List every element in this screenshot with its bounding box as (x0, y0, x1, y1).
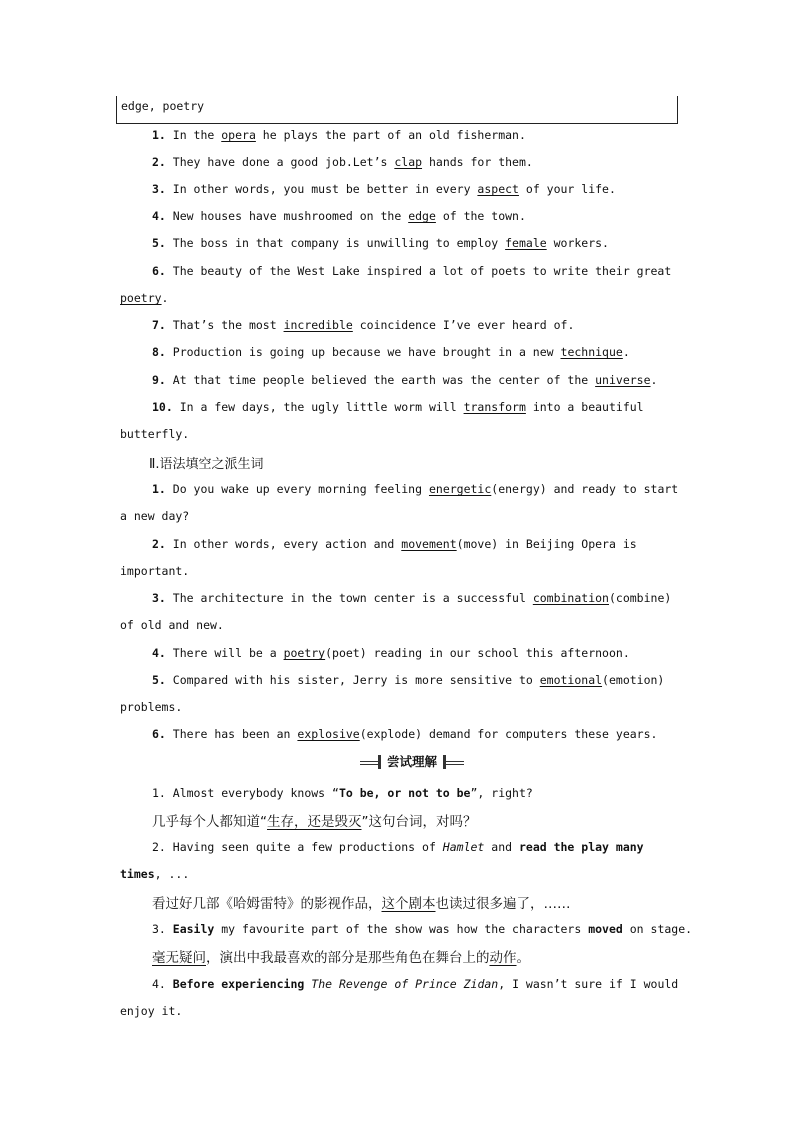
exercise-line (120, 427, 680, 441)
line-text: The architecture in the town center is a successful (165, 591, 533, 605)
exercise-line (152, 264, 680, 278)
line-text: of the town. (435, 209, 526, 223)
line-text: problems. (120, 700, 183, 714)
line-text: There has been an (165, 727, 298, 741)
line-text: (combine) (608, 591, 672, 605)
answer-word: universe (595, 373, 651, 387)
sentence-1: 1. Almost everybody knows “To be, or not to be”, right? (152, 786, 533, 800)
line-text: 6. (152, 727, 166, 741)
line-text: 4. (152, 646, 166, 660)
line-text: The boss in that company is unwilling to employ (165, 236, 506, 250)
sentence-3: 3. Easily my favourite part of the show was how the characters moved on stage. (152, 922, 693, 936)
line-text: 6. (152, 264, 166, 278)
answer-word: explosive (297, 727, 360, 741)
banner-label: 尝试理解 (378, 753, 446, 771)
line-text: . (622, 345, 630, 359)
line-text: They have done a good job.Let’s (165, 155, 395, 169)
line-text: workers. (546, 236, 609, 250)
sentence-4-cont: enjoy it. (120, 1004, 183, 1018)
line-text: In a few days, the ugly little worm will (172, 400, 464, 414)
answer-word: aspect (477, 182, 519, 196)
line-text: 3. (152, 591, 166, 605)
answer-word: female (505, 236, 547, 250)
answer-word: technique (560, 345, 623, 359)
line-text: In other words, every action and (165, 537, 402, 551)
exercise-line (152, 373, 680, 387)
line-text: 2. (152, 155, 166, 169)
line-text: butterfly. (120, 427, 190, 441)
answer-word: incredible (283, 318, 353, 332)
answer-box (116, 96, 678, 124)
exercise-line (152, 209, 680, 223)
exercise-line (120, 700, 680, 714)
line-text: he plays the part of an old fisherman. (255, 128, 526, 142)
sentence-2: 2. Having seen quite a few productions of Hamlet and read the play many (152, 840, 644, 854)
line-text: . (650, 373, 658, 387)
line-text: In the (165, 128, 222, 142)
line-text: 8. (152, 345, 166, 359)
answer-word: poetry (283, 646, 326, 660)
line-text: hands for them. (422, 155, 533, 169)
answer-word: energetic (428, 482, 492, 496)
answer-word: emotional (539, 673, 603, 687)
exercise-line (120, 564, 680, 578)
line-text: (emotion) (602, 673, 665, 687)
line-text: There will be a (165, 646, 284, 660)
exercise-line (152, 155, 680, 169)
exercise-line (120, 509, 680, 523)
exercise-line (152, 482, 680, 496)
answer-box-text: edge, poetry (121, 99, 205, 113)
line-text: At that time people believed the earth was the center of the (165, 373, 596, 387)
line-text: important. (120, 564, 190, 578)
line-text: 3. (152, 182, 166, 196)
line-text: (explode) demand for computers these years. (359, 727, 658, 741)
answer-word: opera (221, 128, 256, 142)
line-text: 4. (152, 209, 166, 223)
exercise-line (152, 673, 680, 687)
answer-word: combination (532, 591, 609, 605)
translation-2: 看过好几部《哈姆雷特》的影视作品，这个剧本也读过很多遍了，…… (152, 896, 571, 912)
answer-word: poetry (120, 291, 162, 305)
line-text: of your life. (518, 182, 616, 196)
sentence-2-cont: times, ... (120, 867, 190, 881)
line-text: (move) in Beijing Opera is (456, 537, 637, 551)
line-text: New houses have mushroomed on the (165, 209, 409, 223)
exercise-line (152, 182, 680, 196)
translation-1: 几乎每个人都知道“生存，还是毁灭”这句台词，对吗？ (152, 814, 477, 830)
line-text: 7. (152, 318, 166, 332)
exercise-line (152, 537, 680, 551)
section-banner (360, 753, 464, 771)
exercise-line (152, 128, 680, 142)
line-text: into a beautiful (525, 400, 644, 414)
line-text: . (161, 291, 169, 305)
answer-word: transform (463, 400, 526, 414)
line-text: 10. (152, 400, 173, 414)
line-text: 5. (152, 236, 166, 250)
line-text: 2. (152, 537, 166, 551)
line-text: In other words, you must be better in every (165, 182, 478, 196)
exercise-line (120, 618, 680, 632)
exercise-line (152, 646, 680, 660)
sentence-4: 4. Before experiencing The Revenge of Prince Zidan, I wasn’t sure if I would (152, 977, 679, 991)
line-text: 1. (152, 482, 166, 496)
translation-3: 毫无疑问，演出中我最喜欢的部分是那些角色在舞台上的动作。 (152, 950, 530, 966)
line-text: Compared with his sister, Jerry is more sensitive to (165, 673, 540, 687)
exercise-line (120, 291, 680, 305)
line-text: coincidence I’ve ever heard of. (352, 318, 575, 332)
line-text: That’s the most (165, 318, 284, 332)
exercise-line (152, 345, 680, 359)
line-text: Do you wake up every morning feeling (165, 482, 429, 496)
line-text: of old and new. (120, 618, 224, 632)
line-text: (energy) and ready to start (491, 482, 679, 496)
answer-word: clap (394, 155, 423, 169)
line-text: (poet) reading in our school this afternoon. (325, 646, 630, 660)
section-title: Ⅱ.语法填空之派生词 (149, 457, 264, 472)
line-text: 1. (152, 128, 166, 142)
exercise-line (152, 591, 680, 605)
exercise-line (152, 400, 680, 414)
line-text: The beauty of the West Lake inspired a lot of poets to write their great (165, 264, 672, 278)
answer-word: edge (408, 209, 436, 223)
answer-word: movement (401, 537, 457, 551)
exercise-line (152, 236, 680, 250)
exercise-line (152, 318, 680, 332)
line-text: Production is going up because we have brought in a new (165, 345, 561, 359)
line-text: a new day? (120, 509, 190, 523)
line-text: 9. (152, 373, 166, 387)
exercise-line (152, 727, 680, 741)
line-text: 5. (152, 673, 166, 687)
